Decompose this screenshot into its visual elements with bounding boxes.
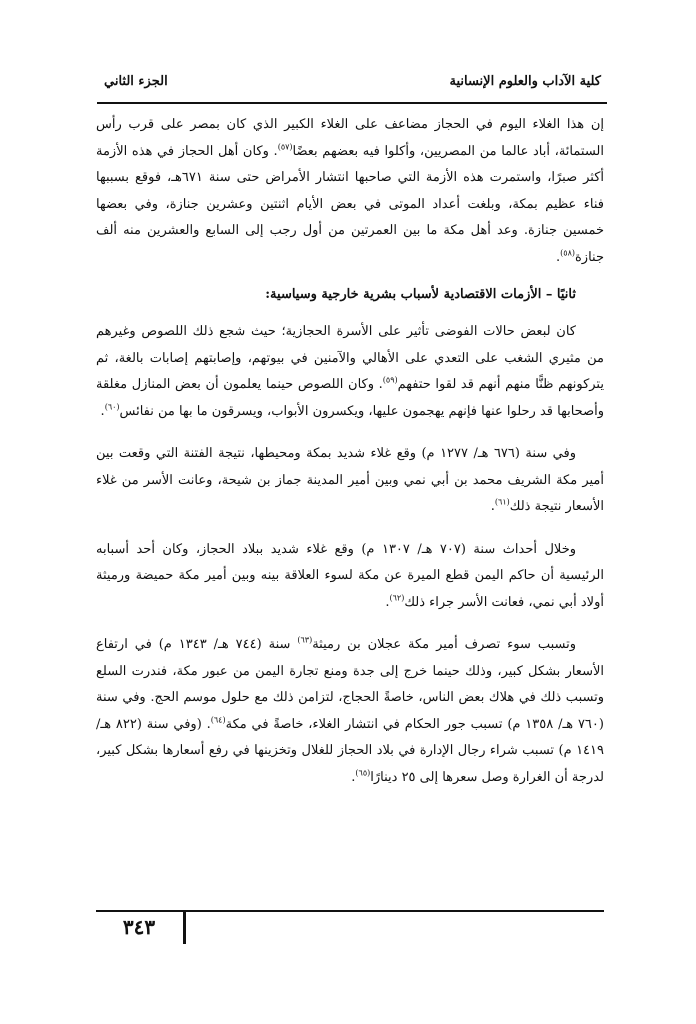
paragraph-2: كان لبعض حالات الفوضى تأثير على الأسرة الحجازية؛ حيث شجع ذلك اللصوص وغيرهم من مثيري الشغب على التعدي على الأهالي والآمنين في بيوتهم، وإصابتهم إصابات بالغة، ثم يتركونهم ظنًّا منهم أنهم قد لقوا حتفهم$^{(٥٩)}$. وكان اللصوص حينما يعلمون أن بعض المنازل مغلقة وأصحابها قد رحلوا عنها فإنهم يهجمون عليها، ويكسرون الأبواب، ويسرقون ما بها من نفائس$^{(٦٠)}$. bbox=[96, 324, 604, 419]
paragraph-3: وفي سنة (٦٧٦ هـ/ ١٢٧٧ م) وقع غلاء شديد بمكة ومحيطها، نتيجة الفتنة التي وقعت بين أمير مكة الشريف محمد بن أبي نمي وبين أمير المدينة جماز بن شيحة، وعانت الأسر من غلاء الأسعار نتيجة ذلك$^{(٦١)}$. bbox=[96, 446, 604, 514]
header-divider bbox=[97, 102, 607, 104]
faculty-title: كلية الآداب والعلوم الإنسانية bbox=[449, 74, 601, 89]
footnote-ref: (٥٩) bbox=[382, 375, 398, 385]
footnote-ref: (٦١) bbox=[494, 497, 510, 507]
paragraph-4: وخلال أحداث سنة (٧٠٧ هـ/ ١٣٠٧ م) وقع غلاء شديد ببلاد الحجاز، وكان أحد أسبابه الرئيسية أن حاكم اليمن قطع الميرة عن مكة لسوء العلاقة بينه وبين أمير مكة حميضة ورميثة أولاد أبي نمي، فعانت الأسر جراء ذلك$^{(٦٢)}$. bbox=[96, 541, 604, 610]
footnote-ref: (٦٣) bbox=[297, 635, 313, 645]
footer-divider bbox=[96, 910, 604, 912]
footnote-ref: (٥٨) bbox=[560, 248, 575, 258]
footnote-ref: (٦٢) bbox=[389, 593, 405, 603]
footnote-ref: (٦٥) bbox=[355, 768, 371, 778]
footnote-ref: (٥٧) bbox=[277, 142, 293, 152]
footnote-ref: (٦٤) bbox=[210, 715, 226, 725]
page-body bbox=[96, 112, 604, 791]
paragraph-5: وتسبب سوء تصرف أمير مكة عجلان بن رميثة$^{(٦٣)}$ سنة (٧٤٤ هـ/ ١٣٤٣ م) في ارتفاع الأسعار بشكل كبير، وذلك حينما خرج إلى جدة ومنع تجارة اليمن من عبور مكة، فندرت السلع وتسبب ذلك في هلاك بعض الناس، خاصةً الحجاج، لتزامن ذلك مع حلول موسم الحج. وفي سنة (٧٦٠ هـ/ ١٣٥٨ م) تسبب جور الحكام في انتشار الغلاء، خاصةً في مكة$^{(٦٤)}$. (وفي سنة (٨٢٢ هـ/ ١٤١٩ م) تسبب شراء رجال الإدارة في بلاد الحجاز للغلال وتخزينها في رفع أسعارها بشكل كبير، لدرجة أن الغرارة وصل سعرها إلى ٢٥ دينارًا$^{(٦٥)}$. bbox=[96, 635, 604, 785]
paragraph-1: إن هذا الغلاء اليوم في الحجاز مضاعف على الغلاء الكبير الذي كان بمصر على قرب رأس الستمائة، أباد عالما من المصريين، وأكلوا فيه بعضهم بعضًا$^{(٥٧)}$. وكان أهل الحجاز في هذه الأزمة أكثر صبرًا، واستمرت هذه الأزمة التي صاحبها انتشار الأمراض حتى سنة ٦٧١هـ، فوقع بسببها فناء عظيم بمكة، وبلغت أعداد الموتى في بعض الأيام اثنتين وعشرين جنازة، وفي بعضها خمسين جنازة. وعد أهل مكة ما بين العمرتين من أول رجب إلى السابع والعشرين منه ألف جنازة$^{(٥٨)}$. bbox=[96, 117, 605, 265]
section-heading: ثانيًا – الأزمات الاقتصادية لأسباب بشرية خارجية وسياسية: bbox=[265, 287, 576, 302]
part-title: الجزء الثاني bbox=[104, 74, 168, 89]
footer-separator bbox=[183, 910, 186, 944]
page-number: ٣٤٣ bbox=[122, 915, 156, 939]
footnote-ref: (٦٠) bbox=[104, 402, 120, 412]
running-header bbox=[104, 74, 601, 96]
